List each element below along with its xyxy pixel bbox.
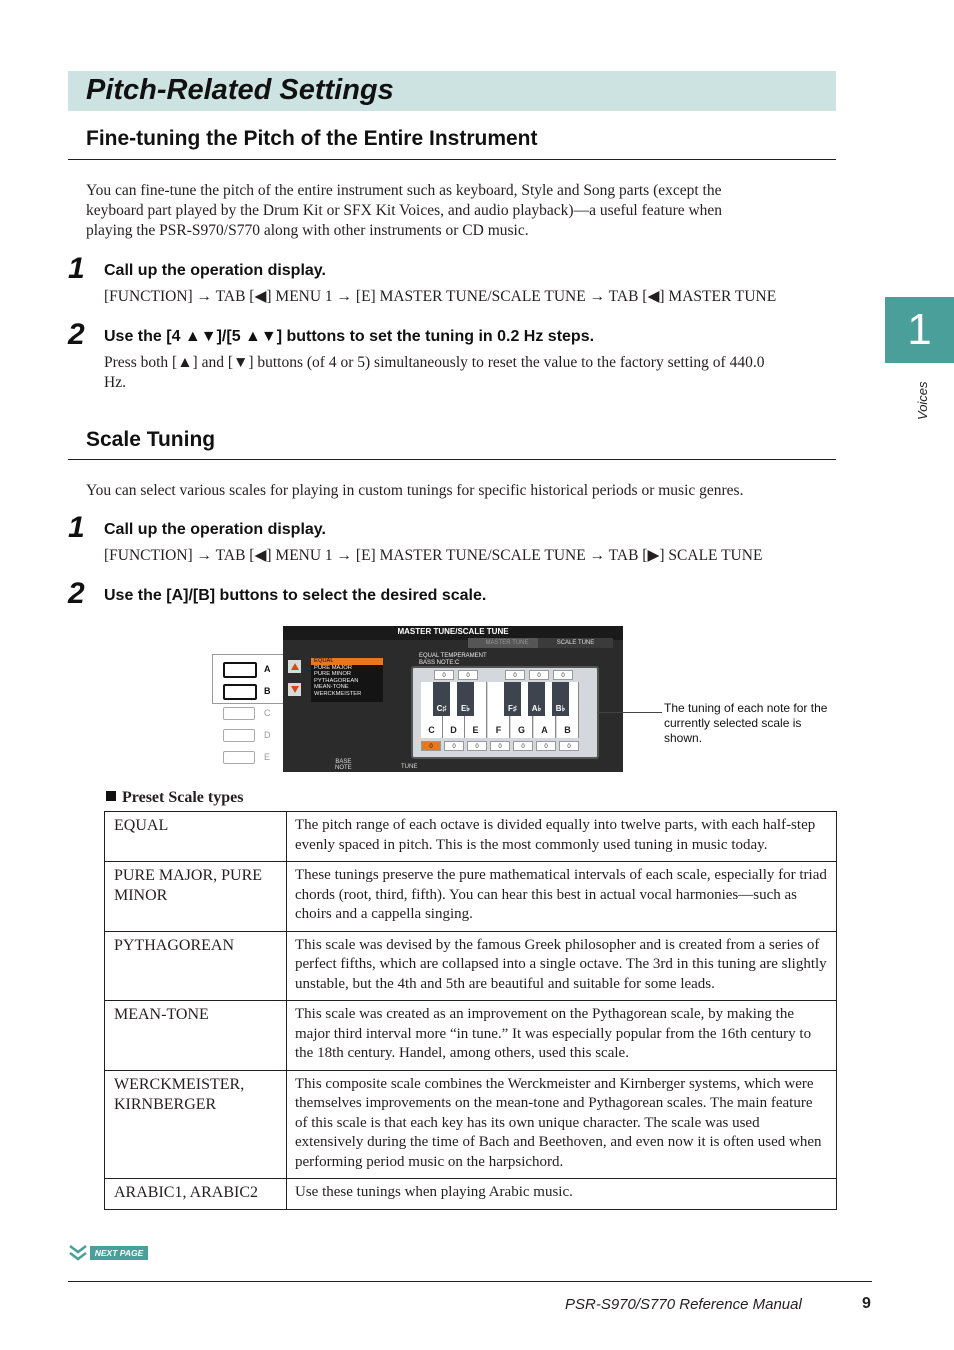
scale-list	[311, 658, 383, 702]
key-label: D	[450, 725, 457, 735]
scale-description: These tunings preserve the pure mathematical intervals of each scale, especially for triad chords (root, third, fifth). You can hear this best in actual vocal harmonies—such as choirs and a cappella singing.	[287, 862, 837, 932]
button-b-label: B	[264, 686, 271, 696]
button-a[interactable]	[223, 662, 257, 678]
scale-name: ARABIC1, ARABIC2	[105, 1179, 287, 1210]
tune-value-cell[interactable]: 0	[434, 670, 454, 680]
chapter-label: Voices	[915, 381, 930, 420]
step-number: 2	[68, 577, 85, 610]
button-b[interactable]	[223, 684, 257, 700]
key-label: E♭	[460, 704, 471, 713]
button-d-label: D	[264, 730, 271, 740]
button-e[interactable]	[223, 751, 255, 764]
section-rule	[68, 159, 836, 160]
key-label: B	[564, 725, 571, 735]
step-body	[104, 353, 834, 393]
scale-item-selected[interactable]: EQUAL	[311, 658, 383, 665]
step-number: 1	[68, 511, 85, 544]
intro-line: keyboard part played by the Drum Kit or SFX Kit Voices, and audio playback)—a useful feature when	[86, 202, 723, 219]
preset-heading-text: Preset Scale types	[122, 789, 244, 806]
page-title: Pitch-Related Settings	[86, 74, 394, 106]
step-heading: Use the [4 ▲▼]/[5 ▲▼] buttons to set the tuning in 0.2 Hz steps.	[104, 328, 595, 345]
step-path: [FUNCTION] → TAB [◀] MENU 1 → [E] MASTER TUNE/SCALE TUNE → TAB [▶] SCALE TUNE	[104, 547, 763, 564]
scale-tuning-heading: Scale Tuning	[86, 428, 216, 451]
tuning-keyboard	[411, 666, 599, 759]
tune-label: TUNE	[401, 764, 418, 770]
tab-master-tune[interactable]: MASTER TUNE	[468, 638, 546, 648]
footer-rule	[68, 1281, 872, 1282]
scale-name: MEAN-TONE	[105, 1001, 287, 1071]
black-key	[504, 682, 521, 716]
table-row	[105, 931, 837, 1001]
step-heading: Call up the operation display.	[104, 521, 326, 538]
callout-leader	[598, 712, 662, 713]
bass-note: BASS NOTE:C	[419, 659, 460, 666]
body-line: Hz.	[104, 374, 126, 391]
preset-scale-table	[104, 811, 837, 1210]
tune-value-cell[interactable]: 0	[505, 670, 525, 680]
tune-value-cell-selected[interactable]: 0	[421, 741, 441, 751]
tune-value-cell[interactable]: 0	[513, 741, 533, 751]
key-label: F♯	[508, 704, 517, 713]
screen-title: MASTER TUNE/SCALE TUNE	[283, 626, 623, 640]
black-key	[528, 682, 545, 716]
base-note-label	[335, 759, 352, 771]
scale-name: EQUAL	[105, 812, 287, 862]
step-number: 1	[68, 252, 85, 285]
button-c[interactable]	[223, 707, 255, 720]
scale-description: The pitch range of each octave is divided equally into twelve parts, with each half-step evenly spaced in pitch. This is the most commonly used tuning in music today.	[287, 812, 837, 862]
black-key	[552, 682, 569, 716]
next-page-label[interactable]: NEXT PAGE	[90, 1246, 148, 1260]
step-number: 2	[68, 318, 85, 351]
preset-heading	[106, 789, 243, 807]
button-a-label: A	[264, 664, 271, 674]
scale-tune-screen	[283, 626, 623, 772]
step-heading: Use the [A]/[B] buttons to select the desired scale.	[104, 587, 487, 604]
scale-name: WERCKMEISTER, KIRNBERGER	[105, 1070, 287, 1179]
key-label: C♯	[436, 704, 447, 713]
tune-value-cell[interactable]: 0	[536, 741, 556, 751]
step-heading: Call up the operation display.	[104, 262, 326, 279]
scroll-down-icon[interactable]	[288, 683, 301, 696]
scale-name: PURE MAJOR, PURE MINOR	[105, 862, 287, 932]
step-path: [FUNCTION] → TAB [◀] MENU 1 → [E] MASTER TUNE/SCALE TUNE → TAB [◀] MASTER TUNE	[104, 288, 777, 305]
scale-description: This scale was devised by the famous Greek philosopher and is created from a series of perfect fifths, which are collapsed into a single octave. The 3rd in this tuning are slightly unstable, but the 4th and 5th are beautiful and suitable for some leads.	[287, 931, 837, 1001]
tune-value-cell[interactable]: 0	[467, 741, 487, 751]
table-row	[105, 862, 837, 932]
key-label: F	[495, 725, 502, 735]
base-note-line: BASE	[335, 759, 352, 765]
table-row	[105, 1179, 837, 1210]
footer-manual-title: PSR-S970/S770 Reference Manual	[565, 1296, 802, 1313]
scale-tuning-intro: You can select various scales for playing in custom tunings for specific historical periods or music genres.	[86, 482, 744, 499]
tune-value-cell[interactable]: 0	[444, 741, 464, 751]
button-d[interactable]	[223, 729, 255, 742]
table-row	[105, 1070, 837, 1179]
intro-line: playing the PSR-S970/S770 along with other instruments or CD music.	[86, 222, 529, 239]
key-label: B♭	[555, 704, 566, 713]
table-row	[105, 1001, 837, 1071]
scale-item[interactable]: PURE MINOR	[314, 671, 352, 678]
key-label: G	[517, 725, 525, 735]
table-row	[105, 812, 837, 862]
fine-tuning-intro	[86, 181, 826, 241]
key-label: C	[428, 725, 435, 735]
scale-item[interactable]: MEAN-TONE	[314, 684, 349, 691]
key-label: A♭	[531, 704, 542, 713]
black-key	[433, 682, 450, 716]
scale-item[interactable]: WERCKMEISTER	[314, 690, 362, 697]
page-number: 9	[862, 1295, 871, 1312]
scale-item[interactable]: PURE MAJOR	[314, 664, 353, 671]
tab-scale-tune[interactable]: SCALE TUNE	[538, 638, 613, 648]
bullet-square-icon	[106, 791, 116, 801]
key-label: A	[541, 725, 548, 735]
tune-value-cell[interactable]: 0	[490, 741, 510, 751]
temperament-name: EQUAL TEMPERAMENT	[419, 653, 487, 659]
tune-value-cell[interactable]: 0	[553, 670, 573, 680]
tune-value-cell[interactable]: 0	[559, 741, 579, 751]
callout-text: The tuning of each note for the currently selected scale is shown.	[664, 701, 828, 745]
base-note-line: NOTE	[335, 765, 352, 771]
scroll-up-icon[interactable]	[288, 660, 301, 673]
fine-tuning-heading: Fine-tuning the Pitch of the Entire Instrument	[86, 127, 538, 150]
tune-value-cell[interactable]: 0	[529, 670, 549, 680]
black-key	[457, 682, 474, 716]
intro-line: You can fine-tune the pitch of the entire instrument such as keyboard, Style and Song parts (except the	[86, 182, 722, 199]
scale-name: PYTHAGOREAN	[105, 931, 287, 1001]
scale-description: This composite scale combines the Werckmeister and Kirnberger systems, which were themselves improvements on the mean-tone and Pythagorean scales. The main feature of this scale is that each key has its own unique character. The scale was used extensively during the time of Bach and Beethoven, and even now it is often used when performing period music on the harpsichord.	[287, 1070, 837, 1179]
button-e-label: E	[264, 752, 271, 762]
scale-description: This scale was created as an improvement on the Pythagorean scale, by making the major third interval more “in tune.” It was especially popular from the 16th century to the 18th century. Handel, among others, used this scale.	[287, 1001, 837, 1071]
body-line: Press both [▲] and [▼] buttons (of 4 or 5) simultaneously to reset the value to the factory setting of 440.0	[104, 354, 765, 371]
tune-value-cell[interactable]: 0	[458, 670, 478, 680]
chapter-number: 1	[907, 305, 932, 354]
scale-item[interactable]: PYTHAGOREAN	[314, 677, 359, 684]
key-label: E	[472, 725, 479, 735]
temperament-info	[419, 653, 487, 666]
section-rule	[68, 459, 836, 460]
button-c-label: C	[264, 708, 271, 718]
scale-description: Use these tunings when playing Arabic music.	[287, 1179, 837, 1210]
